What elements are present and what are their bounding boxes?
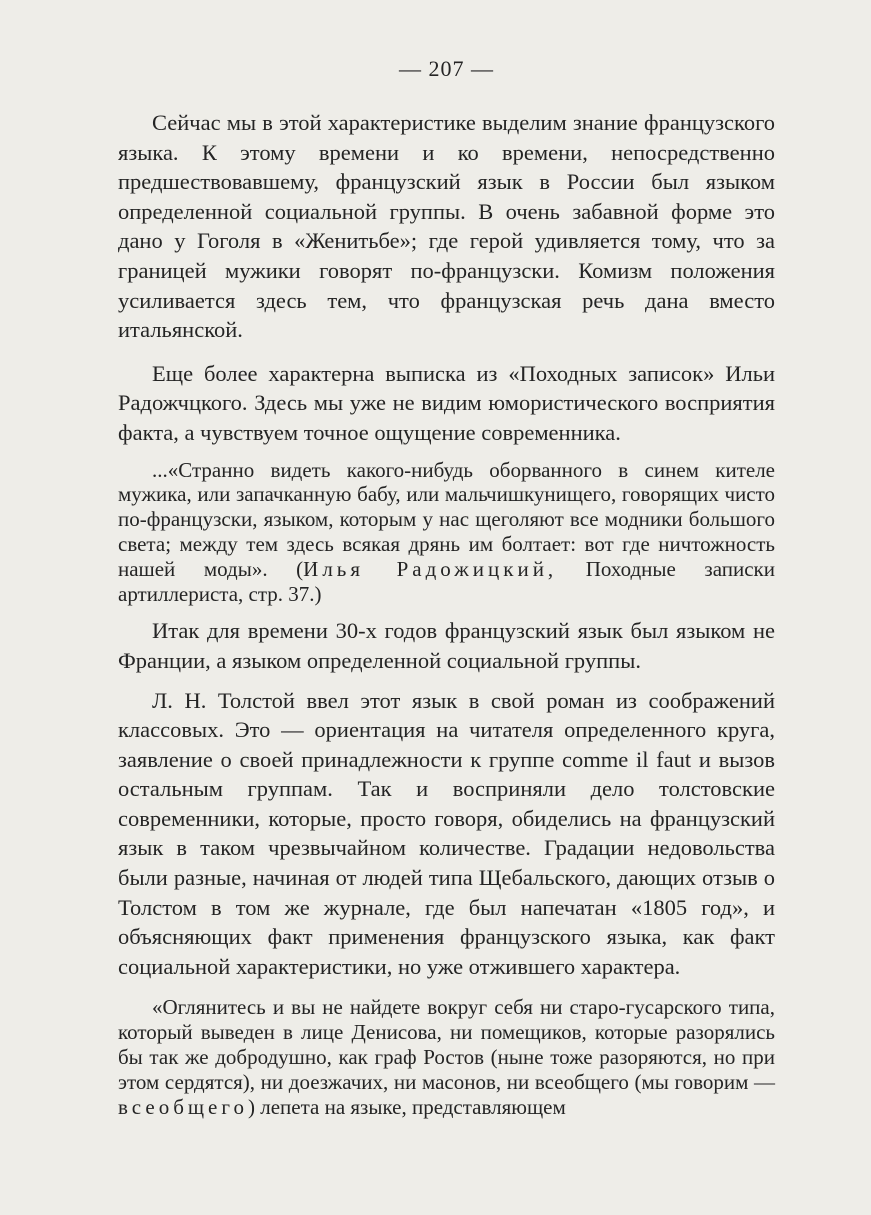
quote-radozhitsky [118,458,775,607]
paragraph-tolstoy: Л. Н. Толстой ввел этот язык в свой роман из соображений классовых. Это — ориентация на читателя определенного круга, заявление о своей принадлежности к группе comme il faut и вызов остальным группам. Так и восприняли дело толстовские современники, которые, просто говоря, обиделись на французский язык в таком чрезвычайном количестве. Градации недовольства были разные, начиная от людей типа Щебальского, дающих отзыв о Толстом в том же журнале, где был напечатан «1805 год», и объясняющих факт применения французского языка, как факт социальной характеристики, но уже отжившего характера. [118,687,775,979]
paragraph-radozhitsky-intro: Еще более характерна выписка из «Походных записок» Ильи Радожчцкого. Здесь мы уже не видим юмористического восприятия факта, а чувствуем точное ощущение современника. [118,360,775,445]
quote-text-end: ) лепета на языке, представляющем [247,1094,566,1119]
quote-source: Походные записки артиллериста, стр. 37.) [118,556,775,606]
page-number: — 207 — [399,56,494,81]
paragraph-gogol: Сейчас мы в этой характеристике выделим знание французского языка. К этому времени и ко времени, непосредственно предшествовавшему, французский язык в России был языком определенной социальной группы. В очень забавной форме это дано у Гоголя в «Женитьбе»; где герой удивляется тому, что за границей мужики говорят по-французски. Комизм положения усиливается здесь тем, что французская речь дана вместо итальянской. [118,110,775,343]
quote-emphasis-spaced: всеобщего [118,1094,248,1119]
quote-text: «Оглянитесь и вы не найдете вокруг себя ни старо-гусарского типа, который выведен в лице Денисова, ни помещиков, которые разорялись бы так же добродушно, как граф Ростов (ныне тоже разоряются, но при этом сердятся), ни доезжачих, ни масонов, ни всеобщего (мы говорим — [118,995,775,1094]
paragraph-thirties: Итак для времени 30-х годов французский язык был языком не Франции, а языком определенной социальной группы. [118,618,775,673]
quote-shchebalsky [118,995,775,1119]
quote-author-spaced: Илья Радожицкий, [303,556,558,581]
quote-text: ...«Странно видеть какого-нибудь оборванного в синем кителе мужика, или запачканную бабу, или мальчишкунищего, говорящих чисто по-французски, языком, которым у нас щеголяют все модники большого света; между тем здесь всякая дрянь им болтает: вот где ничтожность нашей моды». ( [118,457,775,581]
